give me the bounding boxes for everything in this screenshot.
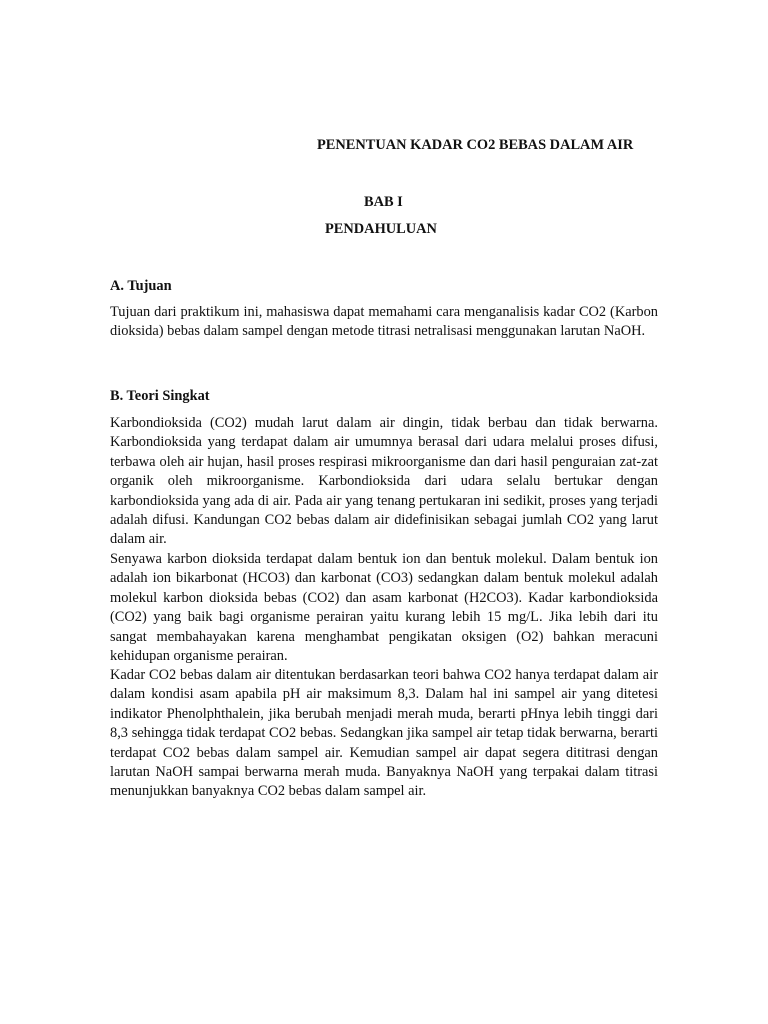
chapter-title: PENDAHULUAN [325, 221, 437, 237]
section-heading-teori-singkat: B. Teori Singkat [110, 388, 210, 404]
section-heading-tujuan: A. Tujuan [110, 278, 172, 294]
paragraph-teori-3: Kadar CO2 bebas dalam air ditentukan berdasarkan teori bahwa CO2 hanya terdapat dalam air dalam kondisi asam apabila pH air maksimum 8,3. Dalam hal ini sampel air yang ditetesi indikator Phenolphthalein, jika berubah menjadi merah muda, berarti pHnya lebih tinggi dari 8,3 sehingga tidak terdapat CO2 bebas. Sedangkan jika sampel air tetap tidak berwarna, berarti terdapat CO2 bebas dalam sampel air. Kemudian sampel air dapat segera dititrasi dengan larutan NaOH sampai berwarna merah muda. Banyaknya NaOH yang terpakai dalam titrasi menunjukkan banyaknya CO2 bebas dalam sampel air. [110, 667, 658, 800]
paragraph-teori-2: Senyawa karbon dioksida terdapat dalam bentuk ion dan bentuk molekul. Dalam bentuk ion adalah ion bikarbonat (HCO3) dan karbonat (CO3) sedangkan dalam bentuk molekul adalah molekul karbon dioksida bebas (CO2) dan asam karbonat (H2CO3). Kadar karbondioksida (CO2) yang baik bagi organisme perairan yaitu kurang lebih 15 mg/L. Jika lebih dari itu sangat membahayakan karena menghambat pengikatan oksigen (O2) bahkan meracuni kehidupan organisme perairan. [110, 551, 658, 665]
paragraph-tujuan: Tujuan dari praktikum ini, mahasiswa dapat memahami cara menganalisis kadar CO2 (Karbon dioksida) bebas dalam sampel dengan metode titrasi netralisasi menggunakan larutan NaOH. [110, 304, 658, 340]
chapter-number: BAB I [364, 194, 403, 210]
document-title: PENENTUAN KADAR CO2 BEBAS DALAM AIR [317, 137, 634, 153]
paragraph-teori-1: Karbondioksida (CO2) mudah larut dalam air dingin, tidak berbau dan tidak berwarna. Karbondioksida yang terdapat dalam air umumnya berasal dari udara melalui proses difusi, terbawa oleh air hujan, hasil proses respirasi mikroorganisme dan dari hasil penguraian zat-zat organik oleh mikroorganisme. Karbondioksida dari udara selalu bertukar dengan karbondioksida yang ada di air. Pada air yang tenang pertukaran ini sedikit, proses yang terjadi adalah difusi. Kandungan CO2 bebas dalam air didefinisikan sebagai jumlah CO2 yang larut dalam air. [110, 415, 658, 548]
